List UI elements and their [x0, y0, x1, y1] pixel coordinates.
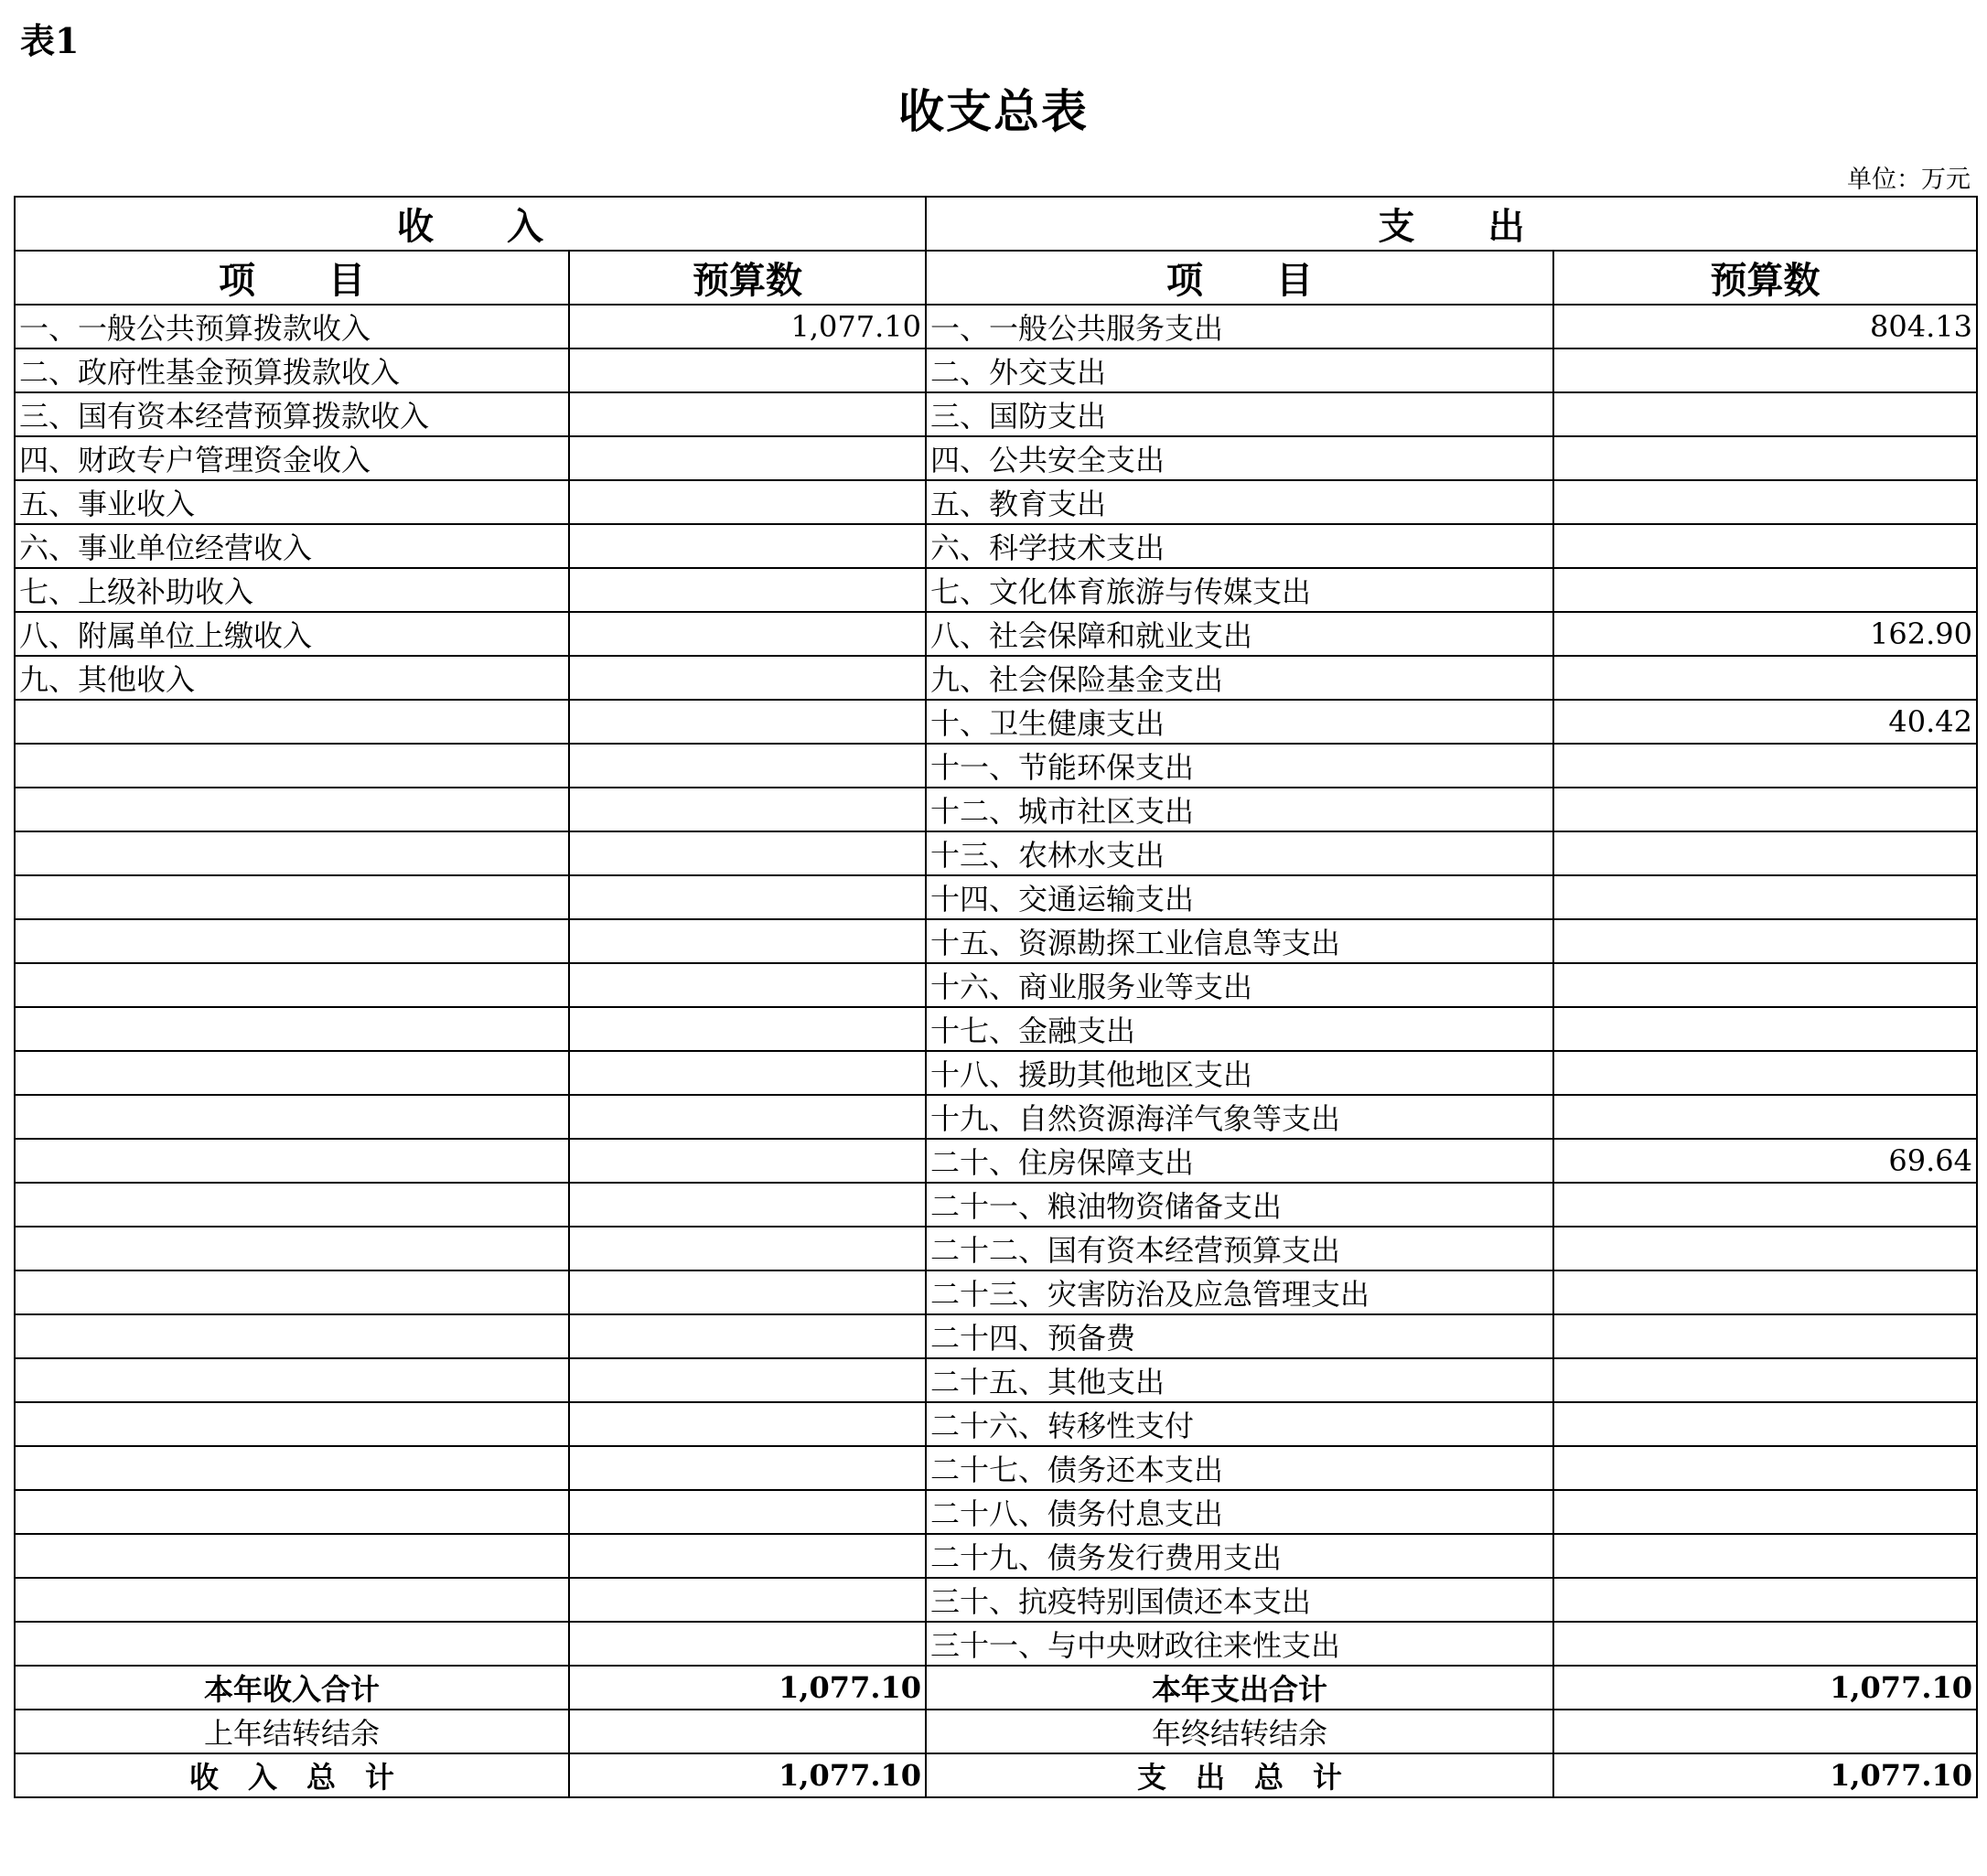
income-value-cell [569, 1183, 926, 1227]
income-item-cell [15, 1578, 569, 1622]
table-row [15, 1139, 1977, 1183]
table-row [15, 348, 1977, 392]
income-value-cell [569, 1051, 926, 1095]
table-row [15, 963, 1977, 1007]
expense-value-cell [1553, 1095, 1977, 1139]
table-row [15, 1183, 1977, 1227]
expense-value-cell [1553, 1007, 1977, 1051]
expense-value-cell [1553, 744, 1977, 788]
income-item-cell: 六、事业单位经营收入 [15, 524, 569, 568]
income-item-cell: 八、附属单位上缴收入 [15, 612, 569, 656]
expense-item-cell: 二、外交支出 [926, 348, 1553, 392]
expense-value-cell [1553, 568, 1977, 612]
income-value-cell [569, 1534, 926, 1578]
expense-item-cell: 二十四、预备费 [926, 1314, 1553, 1358]
income-value-cell [569, 1622, 926, 1666]
expense-item-cell: 八、社会保障和就业支出 [926, 612, 1553, 656]
income-item-cell [15, 1622, 569, 1666]
expense-value-cell: 69.64 [1553, 1139, 1977, 1183]
table-body [15, 305, 1977, 1666]
expense-item-cell: 四、公共安全支出 [926, 436, 1553, 480]
table-row [15, 392, 1977, 436]
income-value-cell [569, 1402, 926, 1446]
table-row [15, 305, 1977, 348]
expense-value-cell: 162.90 [1553, 612, 1977, 656]
income-value-cell [569, 568, 926, 612]
income-item-cell [15, 1095, 569, 1139]
expense-item-cell: 二十八、债务付息支出 [926, 1490, 1553, 1534]
income-value-cell [569, 963, 926, 1007]
table-row [15, 1007, 1977, 1051]
income-item-cell [15, 831, 569, 875]
expense-value-cell [1553, 919, 1977, 963]
income-item-cell [15, 919, 569, 963]
table-row [15, 1446, 1977, 1490]
income-item-cell [15, 1534, 569, 1578]
expense-value-cell [1553, 524, 1977, 568]
expense-item-cell: 二十七、债务还本支出 [926, 1446, 1553, 1490]
expense-value-cell: 40.42 [1553, 700, 1977, 744]
income-value-cell [569, 919, 926, 963]
end-carryover-label: 年终结转结余 [926, 1710, 1553, 1753]
income-value-cell [569, 875, 926, 919]
income-value-cell [569, 1139, 926, 1183]
income-value-cell [569, 1095, 926, 1139]
expense-item-cell: 十四、交通运输支出 [926, 875, 1553, 919]
income-value-cell [569, 1446, 926, 1490]
expense-value-cell [1553, 963, 1977, 1007]
income-item-cell [15, 788, 569, 831]
income-item-cell [15, 1007, 569, 1051]
table-row [15, 1051, 1977, 1095]
income-item-cell [15, 875, 569, 919]
expense-value-cell: 804.13 [1553, 305, 1977, 348]
income-value-cell [569, 1314, 926, 1358]
income-grand-total-label: 收 入 总 计 [15, 1753, 569, 1797]
expense-value-cell [1553, 1578, 1977, 1622]
income-item-cell: 四、财政专户管理资金收入 [15, 436, 569, 480]
income-item-cell: 九、其他收入 [15, 656, 569, 700]
expense-item-header: 项 目 [926, 251, 1553, 305]
income-item-cell: 五、事业收入 [15, 480, 569, 524]
expense-value-cell [1553, 1490, 1977, 1534]
table-row [15, 700, 1977, 744]
income-value-cell [569, 656, 926, 700]
expense-item-cell: 十五、资源勘探工业信息等支出 [926, 919, 1553, 963]
table-row [15, 1534, 1977, 1578]
income-value-cell [569, 1358, 926, 1402]
expense-item-cell: 二十一、粮油物资储备支出 [926, 1183, 1553, 1227]
expense-value-cell [1553, 480, 1977, 524]
expense-item-cell: 二十六、转移性支付 [926, 1402, 1553, 1446]
income-item-cell [15, 700, 569, 744]
table-row [15, 1578, 1977, 1622]
prev-carryover-value [569, 1710, 926, 1753]
budget-summary-table [14, 196, 1978, 1798]
expense-grand-total-value: 1,077.10 [1553, 1753, 1977, 1797]
table-row [15, 1358, 1977, 1402]
income-value-cell [569, 524, 926, 568]
end-carryover-value [1553, 1710, 1977, 1753]
income-value-cell: 1,077.10 [569, 305, 926, 348]
page-title: 收支总表 [898, 84, 1089, 138]
income-item-cell: 二、政府性基金预算拨款收入 [15, 348, 569, 392]
income-item-cell: 三、国有资本经营预算拨款收入 [15, 392, 569, 436]
table-row [15, 568, 1977, 612]
expense-item-cell: 二十、住房保障支出 [926, 1139, 1553, 1183]
expense-item-cell: 三十、抗疫特别国债还本支出 [926, 1578, 1553, 1622]
expense-value-cell [1553, 1534, 1977, 1578]
expense-value-cell [1553, 1183, 1977, 1227]
table-row [15, 656, 1977, 700]
income-item-cell [15, 963, 569, 1007]
income-grand-total-value: 1,077.10 [569, 1753, 926, 1797]
expense-item-cell: 十九、自然资源海洋气象等支出 [926, 1095, 1553, 1139]
income-item-cell [15, 1358, 569, 1402]
expense-value-cell [1553, 656, 1977, 700]
income-item-cell [15, 1139, 569, 1183]
income-item-cell [15, 1490, 569, 1534]
income-value-cell [569, 700, 926, 744]
income-item-header: 项 目 [15, 251, 569, 305]
expense-item-cell: 二十九、债务发行费用支出 [926, 1534, 1553, 1578]
income-budget-header: 预算数 [569, 251, 926, 305]
table-row [15, 875, 1977, 919]
year-expense-total-value: 1,077.10 [1553, 1666, 1977, 1710]
expense-value-cell [1553, 1622, 1977, 1666]
income-value-cell [569, 436, 926, 480]
expense-value-cell [1553, 1314, 1977, 1358]
income-value-cell [569, 612, 926, 656]
table-row [15, 788, 1977, 831]
income-item-cell [15, 1446, 569, 1490]
expense-item-cell: 十六、商业服务业等支出 [926, 963, 1553, 1007]
income-value-cell [569, 831, 926, 875]
income-value-cell [569, 348, 926, 392]
expense-value-cell [1553, 1402, 1977, 1446]
expense-item-cell: 二十五、其他支出 [926, 1358, 1553, 1402]
expense-grand-total-label: 支 出 总 计 [926, 1753, 1553, 1797]
table-row [15, 1270, 1977, 1314]
expense-value-cell [1553, 392, 1977, 436]
income-value-cell [569, 1490, 926, 1534]
income-item-cell [15, 1227, 569, 1270]
table-row [15, 1402, 1977, 1446]
table-row [15, 1227, 1977, 1270]
expense-group-header: 支 出 [926, 197, 1977, 251]
expense-item-cell: 二十二、国有资本经营预算支出 [926, 1227, 1553, 1270]
income-value-cell [569, 392, 926, 436]
table-number-label: 表1 [20, 20, 80, 61]
table-row [15, 524, 1977, 568]
income-value-cell [569, 1578, 926, 1622]
year-expense-total-label: 本年支出合计 [926, 1666, 1553, 1710]
table-row [15, 919, 1977, 963]
expense-value-cell [1553, 1051, 1977, 1095]
expense-item-cell: 三十一、与中央财政往来性支出 [926, 1622, 1553, 1666]
income-item-cell [15, 1051, 569, 1095]
table-row [15, 612, 1977, 656]
income-item-cell: 一、一般公共预算拨款收入 [15, 305, 569, 348]
table-row [15, 436, 1977, 480]
expense-item-cell: 六、科学技术支出 [926, 524, 1553, 568]
expense-value-cell [1553, 831, 1977, 875]
expense-item-cell: 十二、城市社区支出 [926, 788, 1553, 831]
expense-value-cell [1553, 875, 1977, 919]
table-row [15, 1314, 1977, 1358]
expense-item-cell: 九、社会保险基金支出 [926, 656, 1553, 700]
income-value-cell [569, 1007, 926, 1051]
income-item-cell [15, 744, 569, 788]
expense-item-cell: 十七、金融支出 [926, 1007, 1553, 1051]
income-group-header: 收 入 [15, 197, 926, 251]
expense-value-cell [1553, 436, 1977, 480]
expense-item-cell: 十八、援助其他地区支出 [926, 1051, 1553, 1095]
expense-item-cell: 二十三、灾害防治及应急管理支出 [926, 1270, 1553, 1314]
income-value-cell [569, 744, 926, 788]
unit-label: 单位：万元 [1847, 166, 1971, 194]
expense-item-cell: 七、文化体育旅游与传媒支出 [926, 568, 1553, 612]
income-value-cell [569, 1270, 926, 1314]
income-item-cell [15, 1270, 569, 1314]
expense-value-cell [1553, 788, 1977, 831]
expense-item-cell: 十、卫生健康支出 [926, 700, 1553, 744]
income-item-cell [15, 1183, 569, 1227]
expense-item-cell: 三、国防支出 [926, 392, 1553, 436]
year-income-total-value: 1,077.10 [569, 1666, 926, 1710]
income-value-cell [569, 480, 926, 524]
expense-item-cell: 十一、节能环保支出 [926, 744, 1553, 788]
income-item-cell: 七、上级补助收入 [15, 568, 569, 612]
income-item-cell [15, 1314, 569, 1358]
table-row [15, 1622, 1977, 1666]
table-row [15, 744, 1977, 788]
income-value-cell [569, 1227, 926, 1270]
table-row [15, 1095, 1977, 1139]
expense-item-cell: 一、一般公共服务支出 [926, 305, 1553, 348]
prev-carryover-label: 上年结转结余 [15, 1710, 569, 1753]
table-row [15, 831, 1977, 875]
expense-budget-header: 预算数 [1553, 251, 1977, 305]
expense-value-cell [1553, 1446, 1977, 1490]
expense-value-cell [1553, 1270, 1977, 1314]
table-row [15, 480, 1977, 524]
income-value-cell [569, 788, 926, 831]
year-income-total-label: 本年收入合计 [15, 1666, 569, 1710]
expense-value-cell [1553, 1227, 1977, 1270]
expense-value-cell [1553, 1358, 1977, 1402]
income-item-cell [15, 1402, 569, 1446]
expense-item-cell: 十三、农林水支出 [926, 831, 1553, 875]
expense-item-cell: 五、教育支出 [926, 480, 1553, 524]
expense-value-cell [1553, 348, 1977, 392]
table-row [15, 1490, 1977, 1534]
